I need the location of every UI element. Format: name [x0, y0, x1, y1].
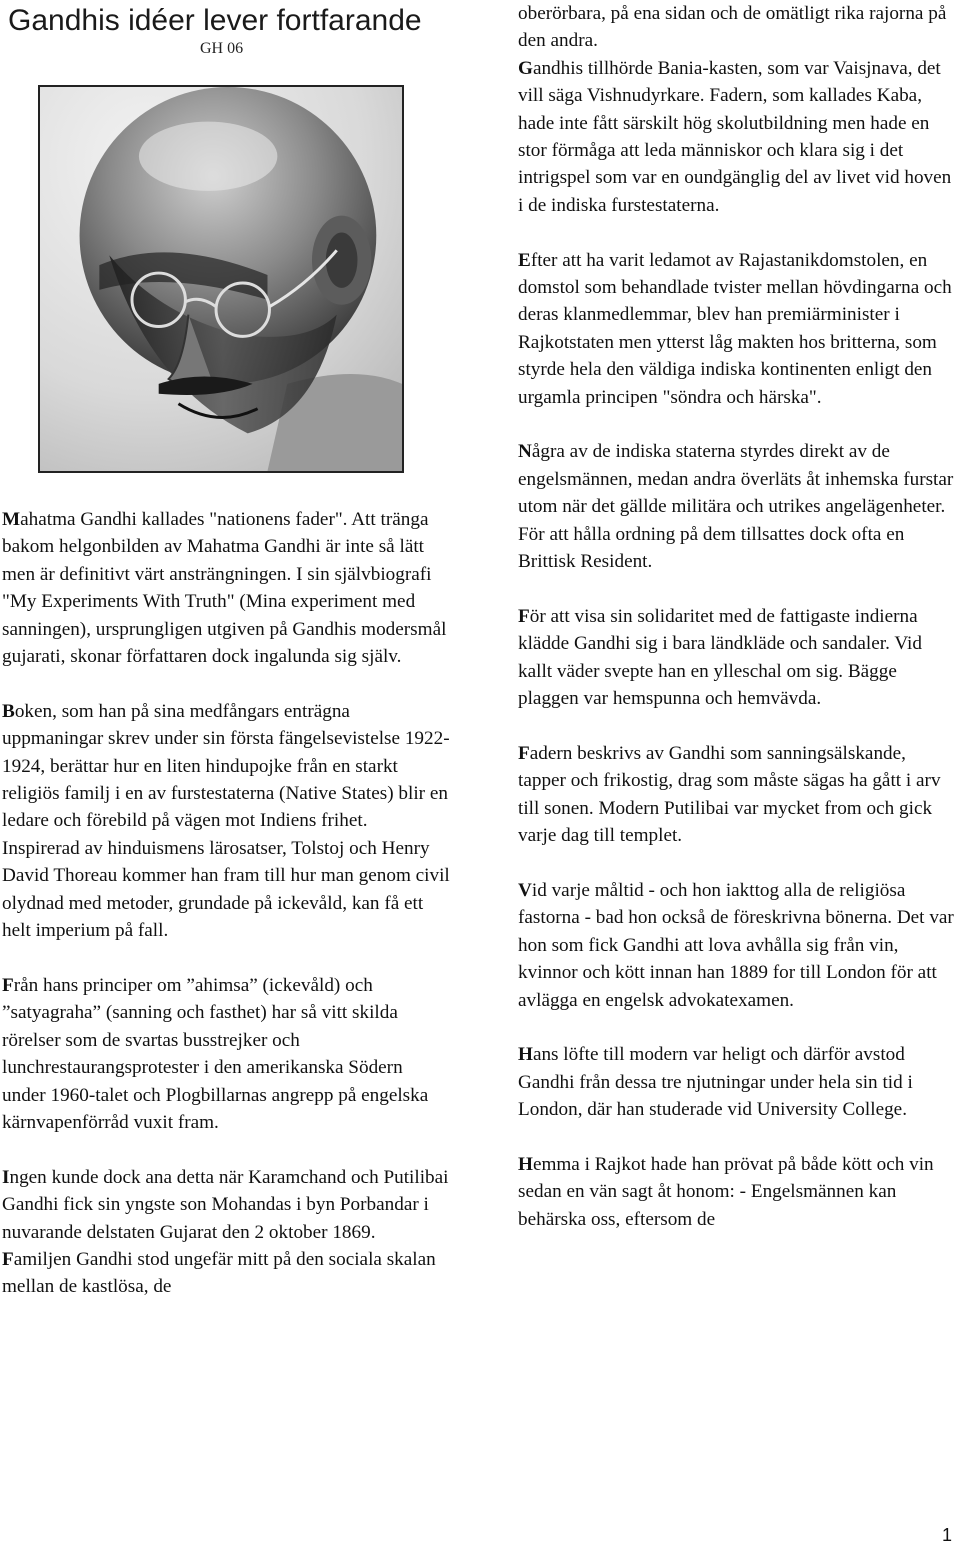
paragraph-text: ngen kunde dock ana detta när Karamchand och Putilibai Gandhi fick sin yngste son Mohandas i byn Porbandar i nuvarande delstaten Gujarat den 2 oktober 1869. [2, 1166, 449, 1243]
drop-initial: M [2, 509, 21, 530]
paragraph-11 [518, 877, 958, 1014]
paragraph-10 [518, 740, 958, 850]
paragraph-7 [518, 247, 958, 411]
left-column [2, 506, 450, 1328]
drop-initial: F [2, 974, 14, 996]
paragraph-text: ågra av de indiska staterna styrdes direkt av de engelsmännen, medan andra överläts åt inhemska furstar utom när det gällde militära och utrikes angelägenheter. För att hålla ordning på dem tillsattes dock ofta en Brittisk Resident. [518, 441, 954, 573]
paragraph-text: oken, som han på sina medfångars enträgna uppmaningar skrev under sin första fängelsevistelse 1922-1924, berättar hur en liten hindupojke från en starkt religiös familj i en av furstestaterna (Native States) blir en ledare och förebild på vägen mot Indiens frihet. Inspirerad av hinduismens lärosatser, Tolstoj och Henry David Thoreau kommer han fram till hur man genom civil olydnad med metoder, grundade på ickevåld, kan få ett helt imperium på fall. [2, 700, 450, 942]
paragraph-text: ahatma Gandhi kallades "nationens fader". Att tränga bakom helgonbilden av Mahatma Gandhi är inte så lätt men är definitivt värt ansträngningen. I sin självbiografi "My Experiments With Truth" (Mina experiment med sanningen), ursprungligen utgiven på Gandhis modersmål gujarati, skonar författaren dock ingalunda sig själv. [2, 509, 447, 668]
paragraph-text: ör att visa sin solidaritet med de fattigaste indierna klädde Gandhi sig i bara ländkläde och sandaler. Vid kallt väder svepte han en ylleschal om sig. Bägge plaggen var hemspunna och hemvävda. [518, 605, 922, 710]
drop-initial: H [518, 1153, 533, 1175]
paragraph-9 [518, 603, 958, 713]
paragraph-text: rån hans principer om ”ahimsa” (ickevåld) och ”satyagraha” (sanning och fasthet) har så vitt skilda rörelser som de svartas busstrejker och lunchrestaurangsprotester i den amerikanska Södern under 1960-talet och Plogbillarnas angrepp på engelska kärnvapenförråd vuxit fram. [2, 974, 429, 1133]
paragraph-1 [2, 506, 450, 670]
drop-initial: H [518, 1044, 533, 1066]
paragraph-3 [2, 972, 450, 1136]
paragraph-text: fter att ha varit ledamot av Rajastanikdomstolen, en domstol som behandlade tvister mellan hövdingarna och deras klanmedlemmar, blev han premiärminister i Rajkotstaten men ytterst låg makten hos britterna, som styrde hela den väldiga indiska kontinenten enligt den urgamla principen "söndra och härska". [518, 249, 952, 408]
page-title: Gandhis idéer lever fortfarande [8, 4, 422, 37]
drop-initial: G [518, 57, 533, 79]
paragraph-text: emma i Rajkot hade han prövat på både kött och vin sedan en vän sagt åt honom: - Engelsmännen kan behärska oss, eftersom de [518, 1153, 934, 1230]
paragraph-6 [518, 55, 958, 219]
paragraph-text: ans löfte till modern var heligt och därför avstod Gandhi från dessa tre njutningar under hela sin tid i London, där han studerade vid University College. [518, 1044, 913, 1121]
portrait-photo [38, 85, 404, 473]
paragraph-5 [2, 1246, 450, 1301]
paragraph-text: id varje måltid - och hon iakttog alla de religiösa fastorna - bad hon också de föreskrivna bönerna. Det var hon som fick Gandhi att lova avhålla sig från vin, kvinnor och kött innan han 1889 for till London för att avlägga en engelsk advokatexamen. [518, 879, 954, 1011]
paragraph-13 [518, 1151, 958, 1233]
paragraph-text: oberörbara, på ena sidan och de omätligt rika rajorna på den andra. [518, 3, 947, 52]
paragraph-text: adern beskrivs av Gandhi som sanningsälskande, tapper och frikostig, drag som måste sägas ha gått i arv till sonen. Modern Putilibai var mycket from och gick varje dag till templet. [518, 742, 941, 847]
drop-initial: E [518, 249, 531, 271]
right-column [518, 0, 958, 1261]
drop-initial: F [2, 1248, 14, 1270]
drop-initial: I [2, 1166, 10, 1188]
paragraph-4 [2, 1164, 450, 1246]
page-subtitle: GH 06 [200, 40, 244, 57]
paragraph-2 [2, 698, 450, 945]
drop-initial: F [518, 742, 530, 764]
drop-initial: V [518, 879, 532, 901]
paragraph-text: amiljen Gandhi stod ungefär mitt på den sociala skalan mellan de kastlösa, de [2, 1248, 436, 1298]
paragraph-12 [518, 1041, 958, 1123]
paragraph-8 [518, 438, 958, 575]
drop-initial: F [518, 605, 530, 627]
drop-initial: B [2, 700, 15, 722]
page-number: 1 [941, 1525, 952, 1545]
paragraph-continued [518, 0, 958, 55]
drop-initial: N [518, 441, 532, 463]
paragraph-text: andhis tillhörde Bania-kasten, som var Vaisjnava, det vill säga Vishnudyrkare. Fadern, som kallades Kaba, hade inte fått särskilt hög skolutbildning men hade en stor förmåga att leda människor och klara sig i det intrigspel som var en oundgänglig del av livet vid hoven i de indiska furstestaterna. [518, 57, 952, 216]
